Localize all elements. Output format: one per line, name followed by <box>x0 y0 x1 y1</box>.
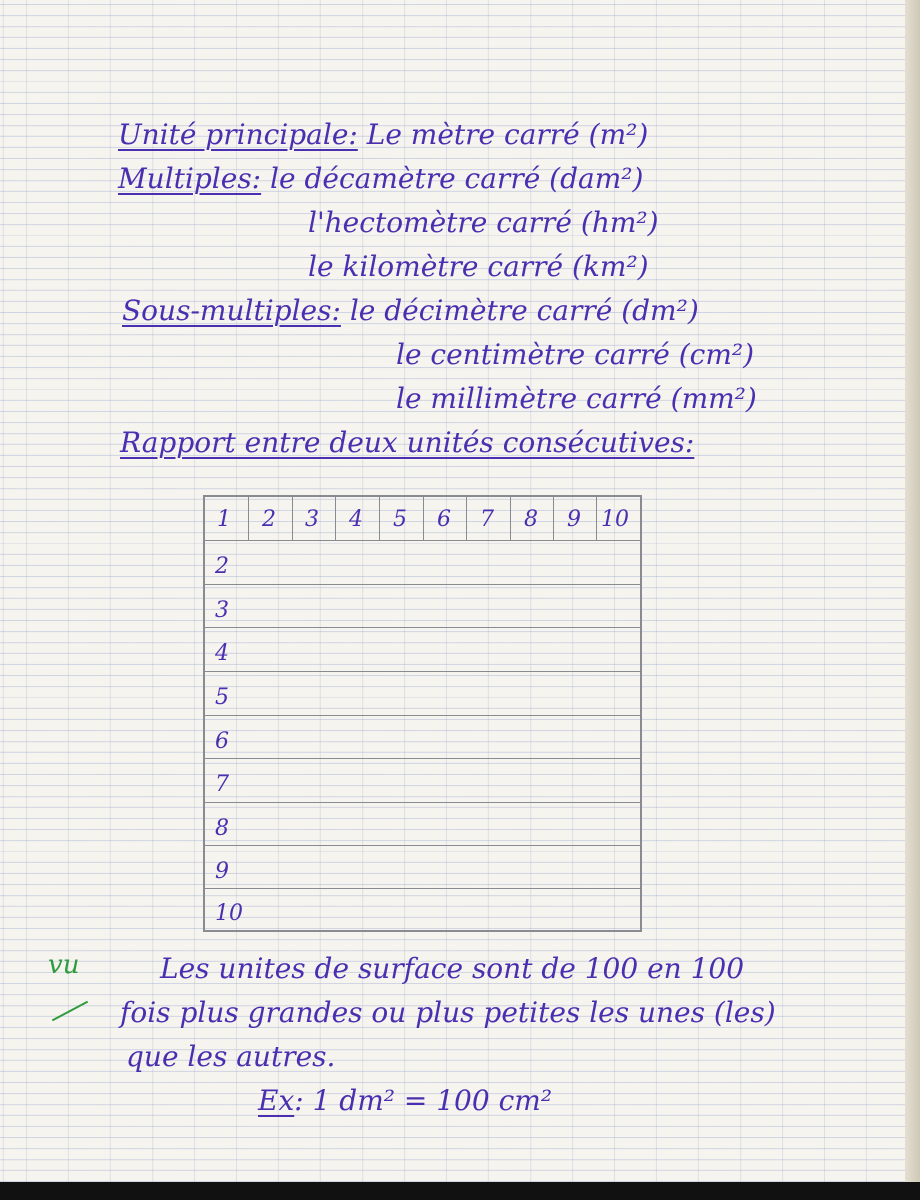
grid-side-number: 8 <box>215 816 229 841</box>
grid-side-number: 2 <box>215 554 229 579</box>
grid-vline <box>423 497 424 541</box>
example-text: : 1 dm² = 100 cm² <box>294 1084 553 1117</box>
teacher-check-mark: vu <box>48 950 80 980</box>
grid-top-number: 6 <box>437 507 451 532</box>
grid-side-number: 6 <box>215 729 229 754</box>
grid-top-number: 10 <box>601 507 629 532</box>
hundred-square-grid <box>203 495 642 932</box>
grid-hline <box>205 802 640 803</box>
multiples-line-3 <box>308 250 649 283</box>
grid-side-number: 7 <box>215 772 229 797</box>
grid-vline <box>335 497 336 541</box>
sous-multiples-line-3 <box>396 382 757 415</box>
unite-line <box>118 118 648 151</box>
sous-multiples-item-3: le millimètre carré (mm²) <box>396 382 757 415</box>
grid-top-number: 1 <box>217 507 231 532</box>
grid-vline <box>248 497 249 541</box>
grid-hline <box>205 845 640 846</box>
grid-side-number: 4 <box>215 641 229 666</box>
grid-vline <box>292 497 293 541</box>
grid-side-number: 9 <box>215 859 229 884</box>
rapport-title: Rapport entre deux unités consécutives: <box>120 426 695 459</box>
page-edge <box>905 0 920 1182</box>
multiples-line-1 <box>118 162 643 195</box>
conclusion-line-2: fois plus grandes ou plus petites les unes (les) <box>120 996 776 1029</box>
sous-multiples-line-2 <box>396 338 754 371</box>
grid-side-number: 10 <box>215 901 243 926</box>
grid-hline <box>205 584 640 585</box>
conclusion-line-3: que les autres. <box>126 1040 336 1073</box>
grid-top-number: 3 <box>305 507 319 532</box>
grid-hline <box>205 715 640 716</box>
grid-hline <box>205 758 640 759</box>
multiples-item-1: le décamètre carré (dam²) <box>270 162 644 195</box>
grid-top-number: 9 <box>567 507 581 532</box>
grid-top-number: 2 <box>262 507 276 532</box>
unite-value: Le mètre carré (m²) <box>366 118 649 151</box>
grid-vline <box>466 497 467 541</box>
grid-side-number: 5 <box>215 685 229 710</box>
unite-label: Unité principale: <box>118 118 358 151</box>
grid-vline <box>379 497 380 541</box>
example-label: Ex <box>258 1084 295 1117</box>
multiples-label: Multiples: <box>118 162 262 195</box>
scan-border <box>0 1182 920 1200</box>
multiples-line-2 <box>308 206 659 239</box>
sous-multiples-item-2: le centimètre carré (cm²) <box>396 338 755 371</box>
example-line <box>258 1084 552 1117</box>
grid-hline <box>205 627 640 628</box>
grid-vline <box>510 497 511 541</box>
sous-multiples-item-1: le décimètre carré (dm²) <box>349 294 699 327</box>
multiples-item-3: le kilomètre carré (km²) <box>308 250 649 283</box>
grid-vline <box>596 497 597 541</box>
grid-hline <box>205 888 640 889</box>
sous-multiples-line-1 <box>122 294 699 327</box>
grid-hline <box>205 671 640 672</box>
sous-multiples-label: Sous-multiples: <box>122 294 341 327</box>
grid-top-number: 4 <box>349 507 363 532</box>
grid-top-number: 5 <box>393 507 407 532</box>
grid-top-number: 7 <box>480 507 494 532</box>
teacher-tick <box>52 1001 88 1022</box>
grid-top-number: 8 <box>524 507 538 532</box>
conclusion-line-1: Les unites de surface sont de 100 en 100 <box>160 952 745 985</box>
multiples-item-2: l'hectomètre carré (hm²) <box>308 206 659 239</box>
grid-vline <box>553 497 554 541</box>
grid-side-number: 3 <box>215 598 229 623</box>
